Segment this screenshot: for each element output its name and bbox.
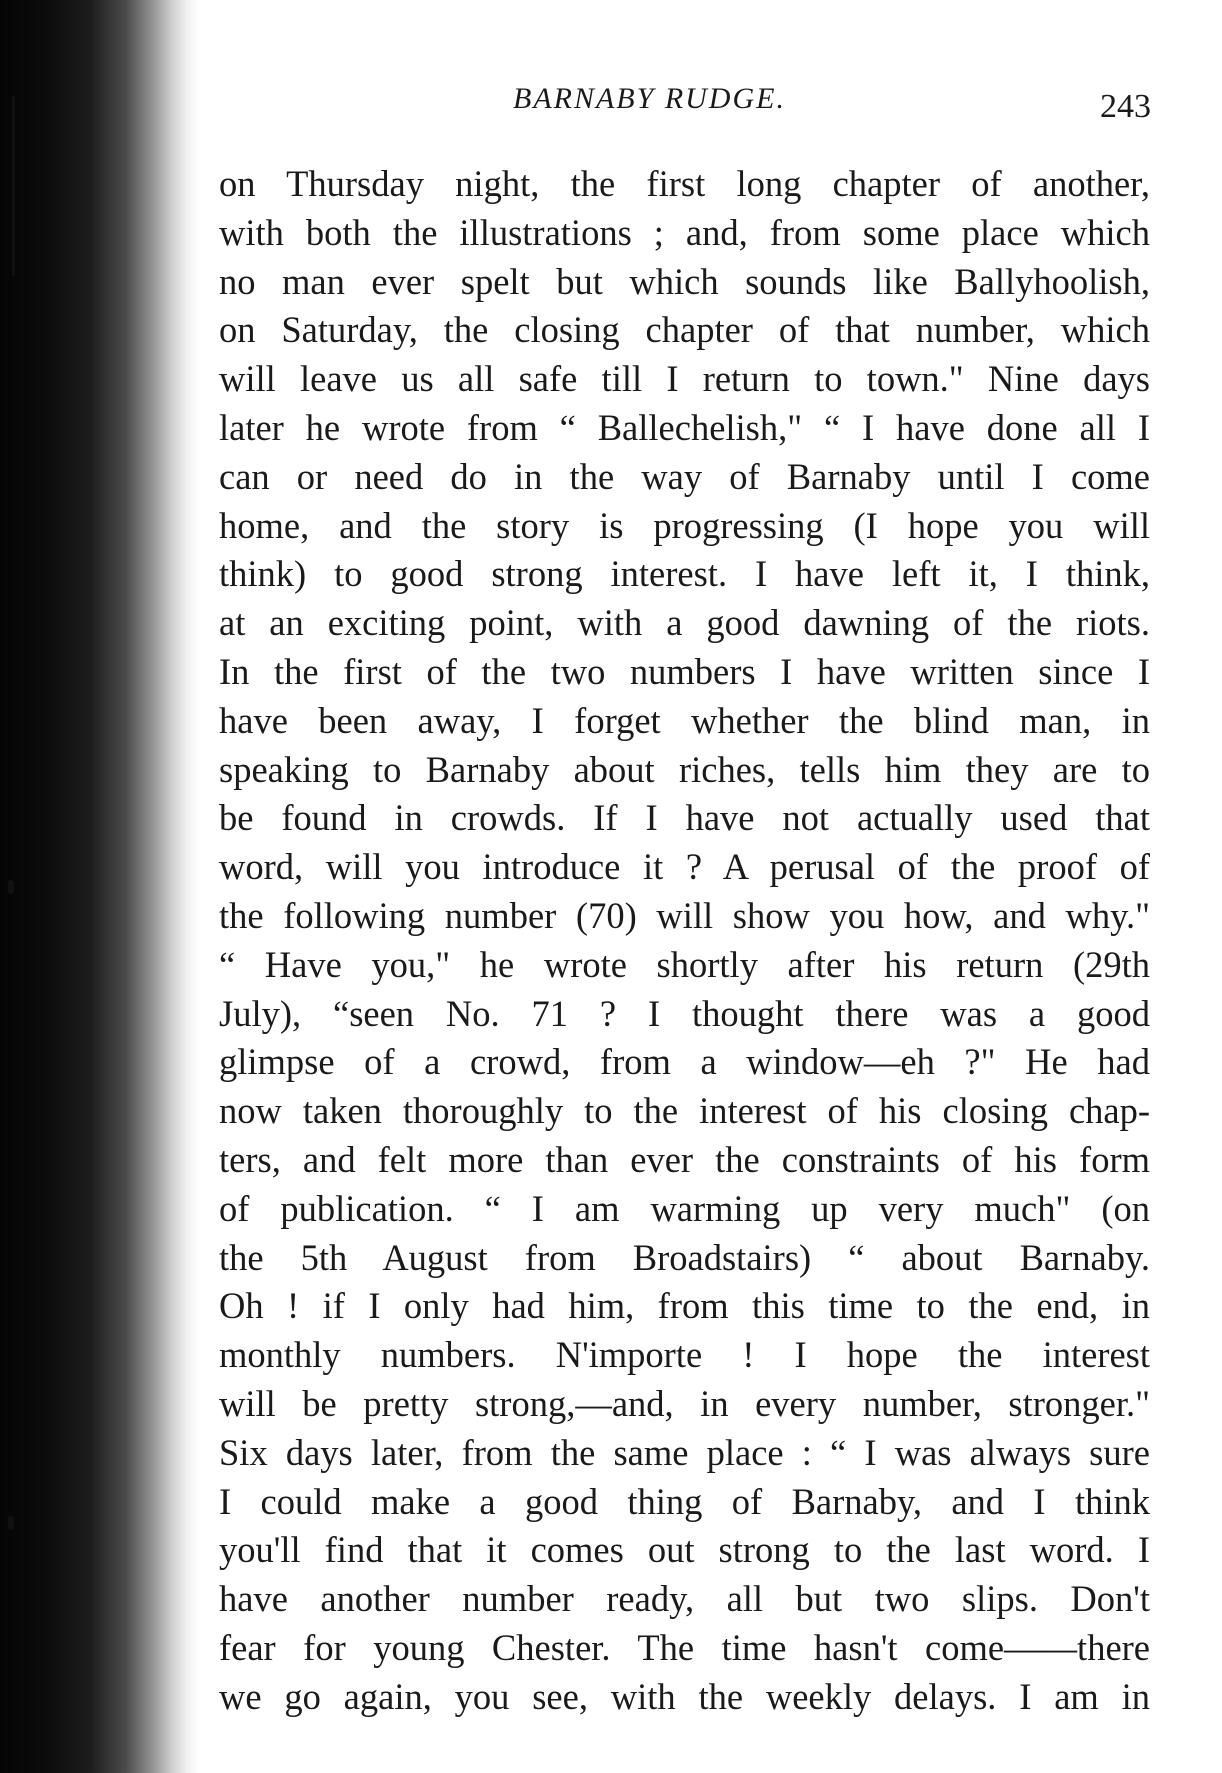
text-line: no man ever spelt but which sounds like Ballyhoolish, [219, 260, 1150, 302]
text-line: later he wrote from “ Ballechelish," “ I have done all I [219, 406, 1150, 448]
running-title: BARNABY RUDGE. [513, 82, 786, 115]
text-line: will leave us all safe till I return to town." Nine days [219, 358, 1150, 400]
text-line: the 5th August from Broadstairs) “ about Barnaby. [219, 1236, 1150, 1278]
text-line: have been away, I forget whether the blind man, in [219, 699, 1150, 741]
text-line: you'll find that it comes out strong to the last word. I [219, 1529, 1150, 1571]
text-line: can or need do in the way of Barnaby until I come [219, 455, 1150, 497]
text-line: Six days later, from the same place : “ I was always sure [219, 1431, 1150, 1473]
text-line: will be pretty strong,—and, in every number, stronger." [219, 1382, 1150, 1424]
text-line: of publication. “ I am warming up very much" (on [219, 1187, 1150, 1229]
text-line: now taken thoroughly to the interest of his closing chap- [219, 1090, 1150, 1132]
text-line: on Thursday night, the first long chapter of another, [219, 163, 1150, 204]
text-line: think) to good strong interest. I have left it, I think, [219, 553, 1150, 595]
text-line: at an exciting point, with a good dawning of the riots. [219, 602, 1150, 644]
body-text [219, 160, 1150, 1722]
margin-mark [12, 96, 15, 276]
text-line: Oh ! if I only had him, from this time to the end, in [219, 1285, 1150, 1327]
text-line: the following number (70) will show you how, and why." [219, 894, 1150, 936]
text-line: July), “seen No. 71 ? I thought there was a good [219, 992, 1150, 1034]
margin-mark [8, 880, 14, 894]
text-line: ters, and felt more than ever the constraints of his form [219, 1138, 1150, 1180]
text-line: be found in crowds. If I have not actually used that [219, 797, 1150, 839]
page-number: 243 [1100, 88, 1151, 125]
text-line: home, and the story is progressing (I hope you will [219, 504, 1150, 546]
text-line: we go again, you see, with the weekly delays. I am in [219, 1675, 1150, 1717]
text-line: “ Have you," he wrote shortly after his return (29th [219, 943, 1150, 985]
text-line: I could make a good thing of Barnaby, and I think [219, 1480, 1150, 1522]
text-line: fear for young Chester. The time hasn't come——there [219, 1626, 1150, 1668]
text-line: In the first of the two numbers I have written since I [219, 650, 1150, 692]
text-line: on Saturday, the closing chapter of that number, which [219, 309, 1150, 351]
text-line: have another number ready, all but two slips. Don't [219, 1578, 1150, 1620]
text-line: word, will you introduce it ? A perusal of the proof of [219, 846, 1150, 888]
margin-mark [8, 1516, 14, 1530]
text-line: glimpse of a crowd, from a window—eh ?" He had [219, 1041, 1150, 1083]
text-line: speaking to Barnaby about riches, tells him they are to [219, 748, 1150, 790]
text-line: monthly numbers. N'importe ! I hope the interest [219, 1334, 1150, 1376]
text-line: with both the illustrations ; and, from some place which [219, 211, 1150, 253]
binding-gutter-shadow [0, 0, 200, 1773]
